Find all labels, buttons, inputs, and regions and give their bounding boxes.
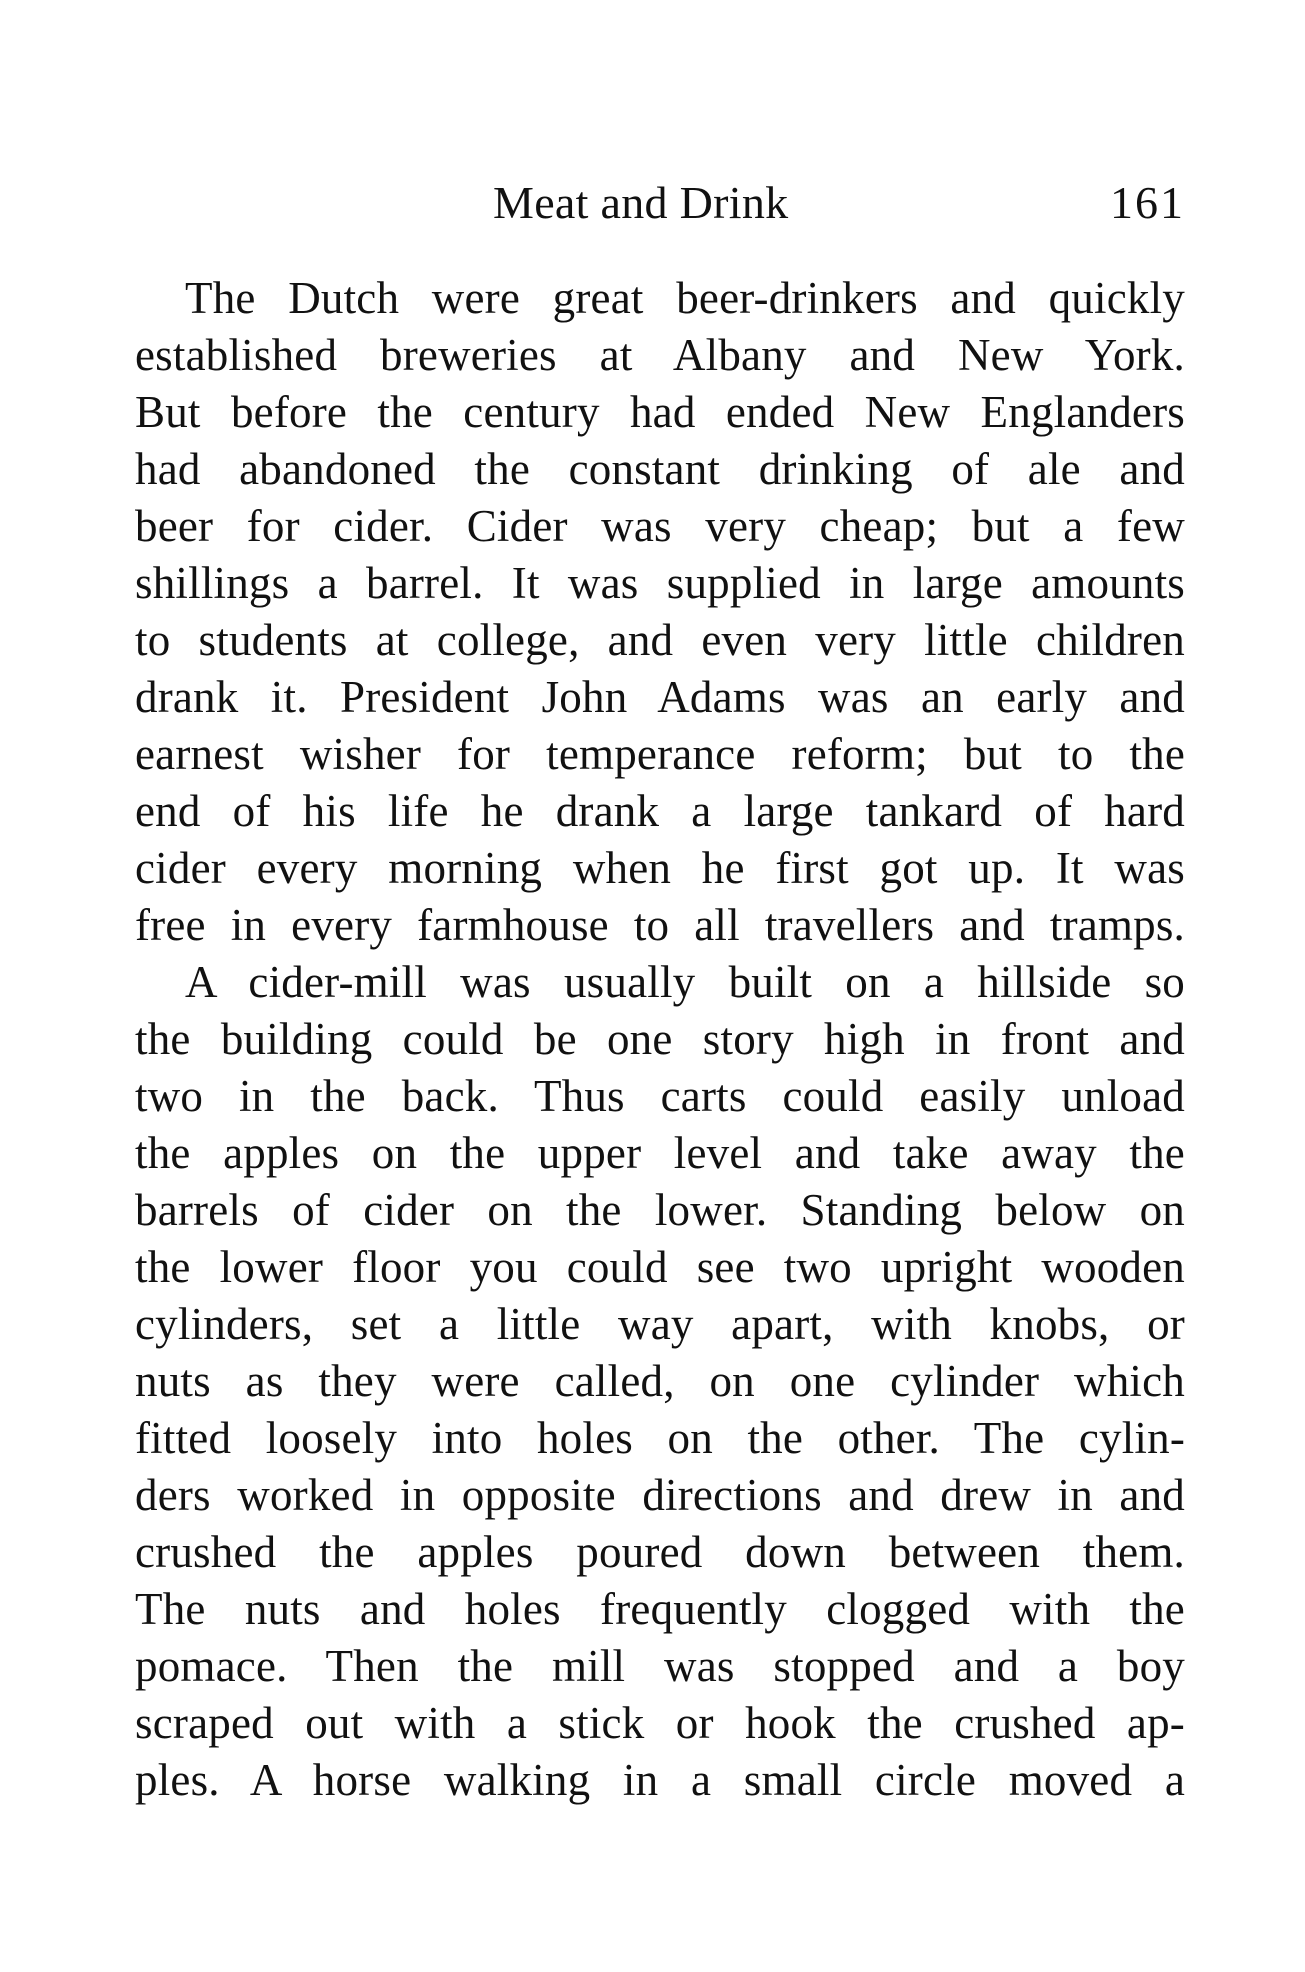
page-number: 161 [1110, 177, 1185, 228]
text-line: drank it. President John Adams was an early and [135, 672, 1185, 722]
running-title: Meat and Drink [493, 177, 789, 228]
text-line: barrels of cider on the lower. Standing below on [135, 1185, 1185, 1235]
text-line: fitted loosely into holes on the other. The cylin- [135, 1413, 1185, 1463]
text-line: The nuts and holes frequently clogged with the [135, 1584, 1185, 1634]
text-line: cylinders, set a little way apart, with knobs, or [135, 1299, 1185, 1349]
text-line: shillings a barrel. It was supplied in large amounts [135, 558, 1185, 608]
text-line: had abandoned the constant drinking of ale and [135, 444, 1185, 494]
text-line: the lower floor you could see two upright wooden [135, 1242, 1185, 1292]
text-line: A cider-mill was usually built on a hillside so [185, 957, 1185, 1007]
text-line: two in the back. Thus carts could easily unload [135, 1071, 1185, 1121]
text-line: crushed the apples poured down between them. [135, 1527, 1185, 1577]
text-line: But before the century had ended New Englanders [135, 387, 1185, 437]
text-line: the apples on the upper level and take away the [135, 1128, 1185, 1178]
paragraph-cider-mill [135, 954, 1185, 1809]
paragraph-dutch-beer [135, 270, 1185, 954]
body-text [135, 270, 1185, 1809]
text-line: The Dutch were great beer-drinkers and quickly [185, 273, 1185, 323]
text-line: beer for cider. Cider was very cheap; but a few [135, 501, 1185, 551]
text-line: to students at college, and even very little children [135, 615, 1185, 665]
running-head [135, 176, 1185, 230]
text-line: ders worked in opposite directions and drew in and [135, 1470, 1185, 1520]
text-line: earnest wisher for temperance reform; but to the [135, 729, 1185, 779]
text-line: free in every farmhouse to all travellers and tramps. [135, 900, 1185, 950]
text-line: pomace. Then the mill was stopped and a boy [135, 1641, 1185, 1691]
text-line: nuts as they were called, on one cylinder which [135, 1356, 1185, 1406]
text-line: established breweries at Albany and New York. [135, 330, 1185, 380]
text-line: end of his life he drank a large tankard of hard [135, 786, 1185, 836]
text-line: ples. A horse walking in a small circle moved a [135, 1755, 1185, 1805]
text-line: scraped out with a stick or hook the crushed ap- [135, 1698, 1185, 1748]
text-line: cider every morning when he first got up. It was [135, 843, 1185, 893]
text-line: the building could be one story high in front and [135, 1014, 1185, 1064]
